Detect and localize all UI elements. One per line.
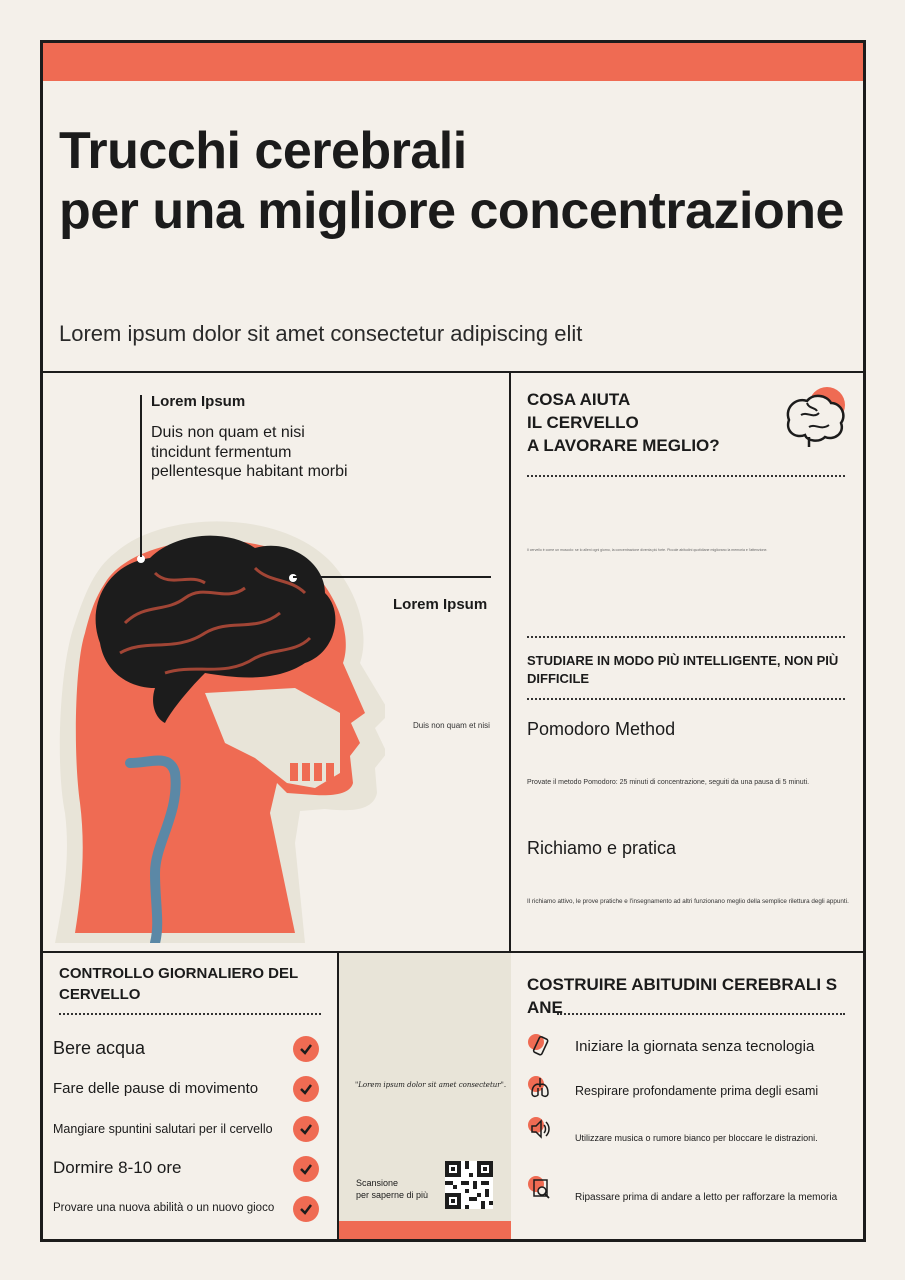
quote-panel-accent-bar — [339, 1221, 511, 1239]
page-title — [59, 121, 844, 241]
right-fine-print: Il cervello è come un muscolo: se lo alleni ogni giorno, la concentrazione diventa più forte. Piccole abitudini quotidiane migliorano la memoria e l'attenzione. — [527, 548, 768, 552]
label-2-text: Duis non quam et nisi — [413, 721, 490, 730]
check-icon — [293, 1196, 319, 1222]
daily-heading-line-1: CONTROLLO GIORNALIERO DEL — [59, 965, 299, 982]
qr-code[interactable] — [445, 1161, 493, 1209]
poster-frame — [40, 40, 866, 1242]
right-heading-line-1: COSA AIUTA — [527, 390, 631, 409]
divider-top — [43, 371, 863, 373]
daily-item-1: Bere acqua — [53, 1038, 146, 1058]
page-subtitle: Lorem ipsum dolor sit amet consectetur adipiscing elit — [59, 321, 583, 346]
daily-heading — [59, 963, 298, 1005]
pointer-line-1 — [140, 395, 142, 557]
daily-item-4: Dormire 8-10 ore — [53, 1158, 182, 1177]
check-icon — [293, 1036, 319, 1062]
speaker-icon — [527, 1116, 553, 1142]
daily-item-5: Provare una nuova abilità o un nuovo gioco — [53, 1202, 275, 1214]
method-2-title: Richiamo e pratica — [527, 838, 677, 858]
habit-item-1: Iniziare la giornata senza tecnologia — [575, 1038, 815, 1055]
brain-icon — [779, 385, 849, 455]
dotted-divider-1 — [527, 475, 845, 477]
search-book-icon — [527, 1175, 553, 1201]
right-heading-line-3: A LAVORARE MEGLIO? — [527, 436, 720, 455]
habit-item-2: Respirare profondamente prima degli esami — [575, 1084, 819, 1098]
method-1-text: Provate il metodo Pomodoro: 25 minuti di concentrazione, seguiti da una pausa di 5 minuti. — [527, 779, 810, 786]
smart-study-heading: STUDIARE IN MODO PIÙ INTELLIGENTE, NON PIÙ DIFFICILE — [527, 653, 839, 686]
label-1-text: Duis non quam et nisi tincidunt fermentum pellentesque habitant morbi — [151, 424, 348, 480]
scan-caption — [356, 1177, 428, 1201]
quote-text: "Lorem ipsum dolor sit amet consectetur". — [355, 1081, 507, 1089]
dotted-divider-3 — [527, 698, 845, 700]
habit-item-3: Utilizzare musica o rumore bianco per bloccare le distrazioni. — [575, 1133, 818, 1143]
check-icon — [293, 1156, 319, 1182]
title-line-2: per una migliore concentrazione — [59, 182, 844, 240]
method-2-text: Il richiamo attivo, le prove pratiche e l'insegnamento ad altri funzionano meglio della semplice rilettura degli appunti. — [527, 898, 849, 905]
title-line-1: Trucchi cerebrali — [59, 122, 467, 180]
daily-item-2: Fare delle pause di movimento — [53, 1080, 259, 1097]
pointer-line-2 — [293, 576, 491, 578]
habits-heading-line-1: COSTRUIRE ABITUDINI CEREBRALI S — [527, 975, 838, 994]
lungs-icon — [527, 1075, 553, 1101]
check-icon — [293, 1076, 319, 1102]
scan-caption-line-2: per saperne di più — [356, 1190, 429, 1200]
label-1-title: Lorem Ipsum — [151, 393, 246, 410]
habit-item-4: Ripassare prima di andare a letto per rafforzare la memoria — [575, 1192, 838, 1203]
dotted-divider-daily — [59, 1013, 321, 1015]
daily-heading-line-2: CERVELLO — [59, 986, 141, 1003]
dotted-divider-2 — [527, 636, 845, 638]
right-heading — [527, 388, 720, 457]
top-accent-bar — [43, 43, 863, 81]
method-1-title: Pomodoro Method — [527, 719, 676, 739]
habits-heading-line-2: ANE — [527, 998, 563, 1017]
right-heading-line-2: IL CERVELLO — [527, 413, 639, 432]
check-icon — [293, 1116, 319, 1142]
scan-caption-line-1: Scansione — [356, 1178, 399, 1188]
daily-item-3: Mangiare spuntini salutari per il cervello — [53, 1122, 273, 1136]
dotted-divider-habits — [557, 1013, 845, 1015]
phone-icon — [527, 1033, 553, 1059]
label-2-title: Lorem Ipsum — [393, 596, 488, 613]
